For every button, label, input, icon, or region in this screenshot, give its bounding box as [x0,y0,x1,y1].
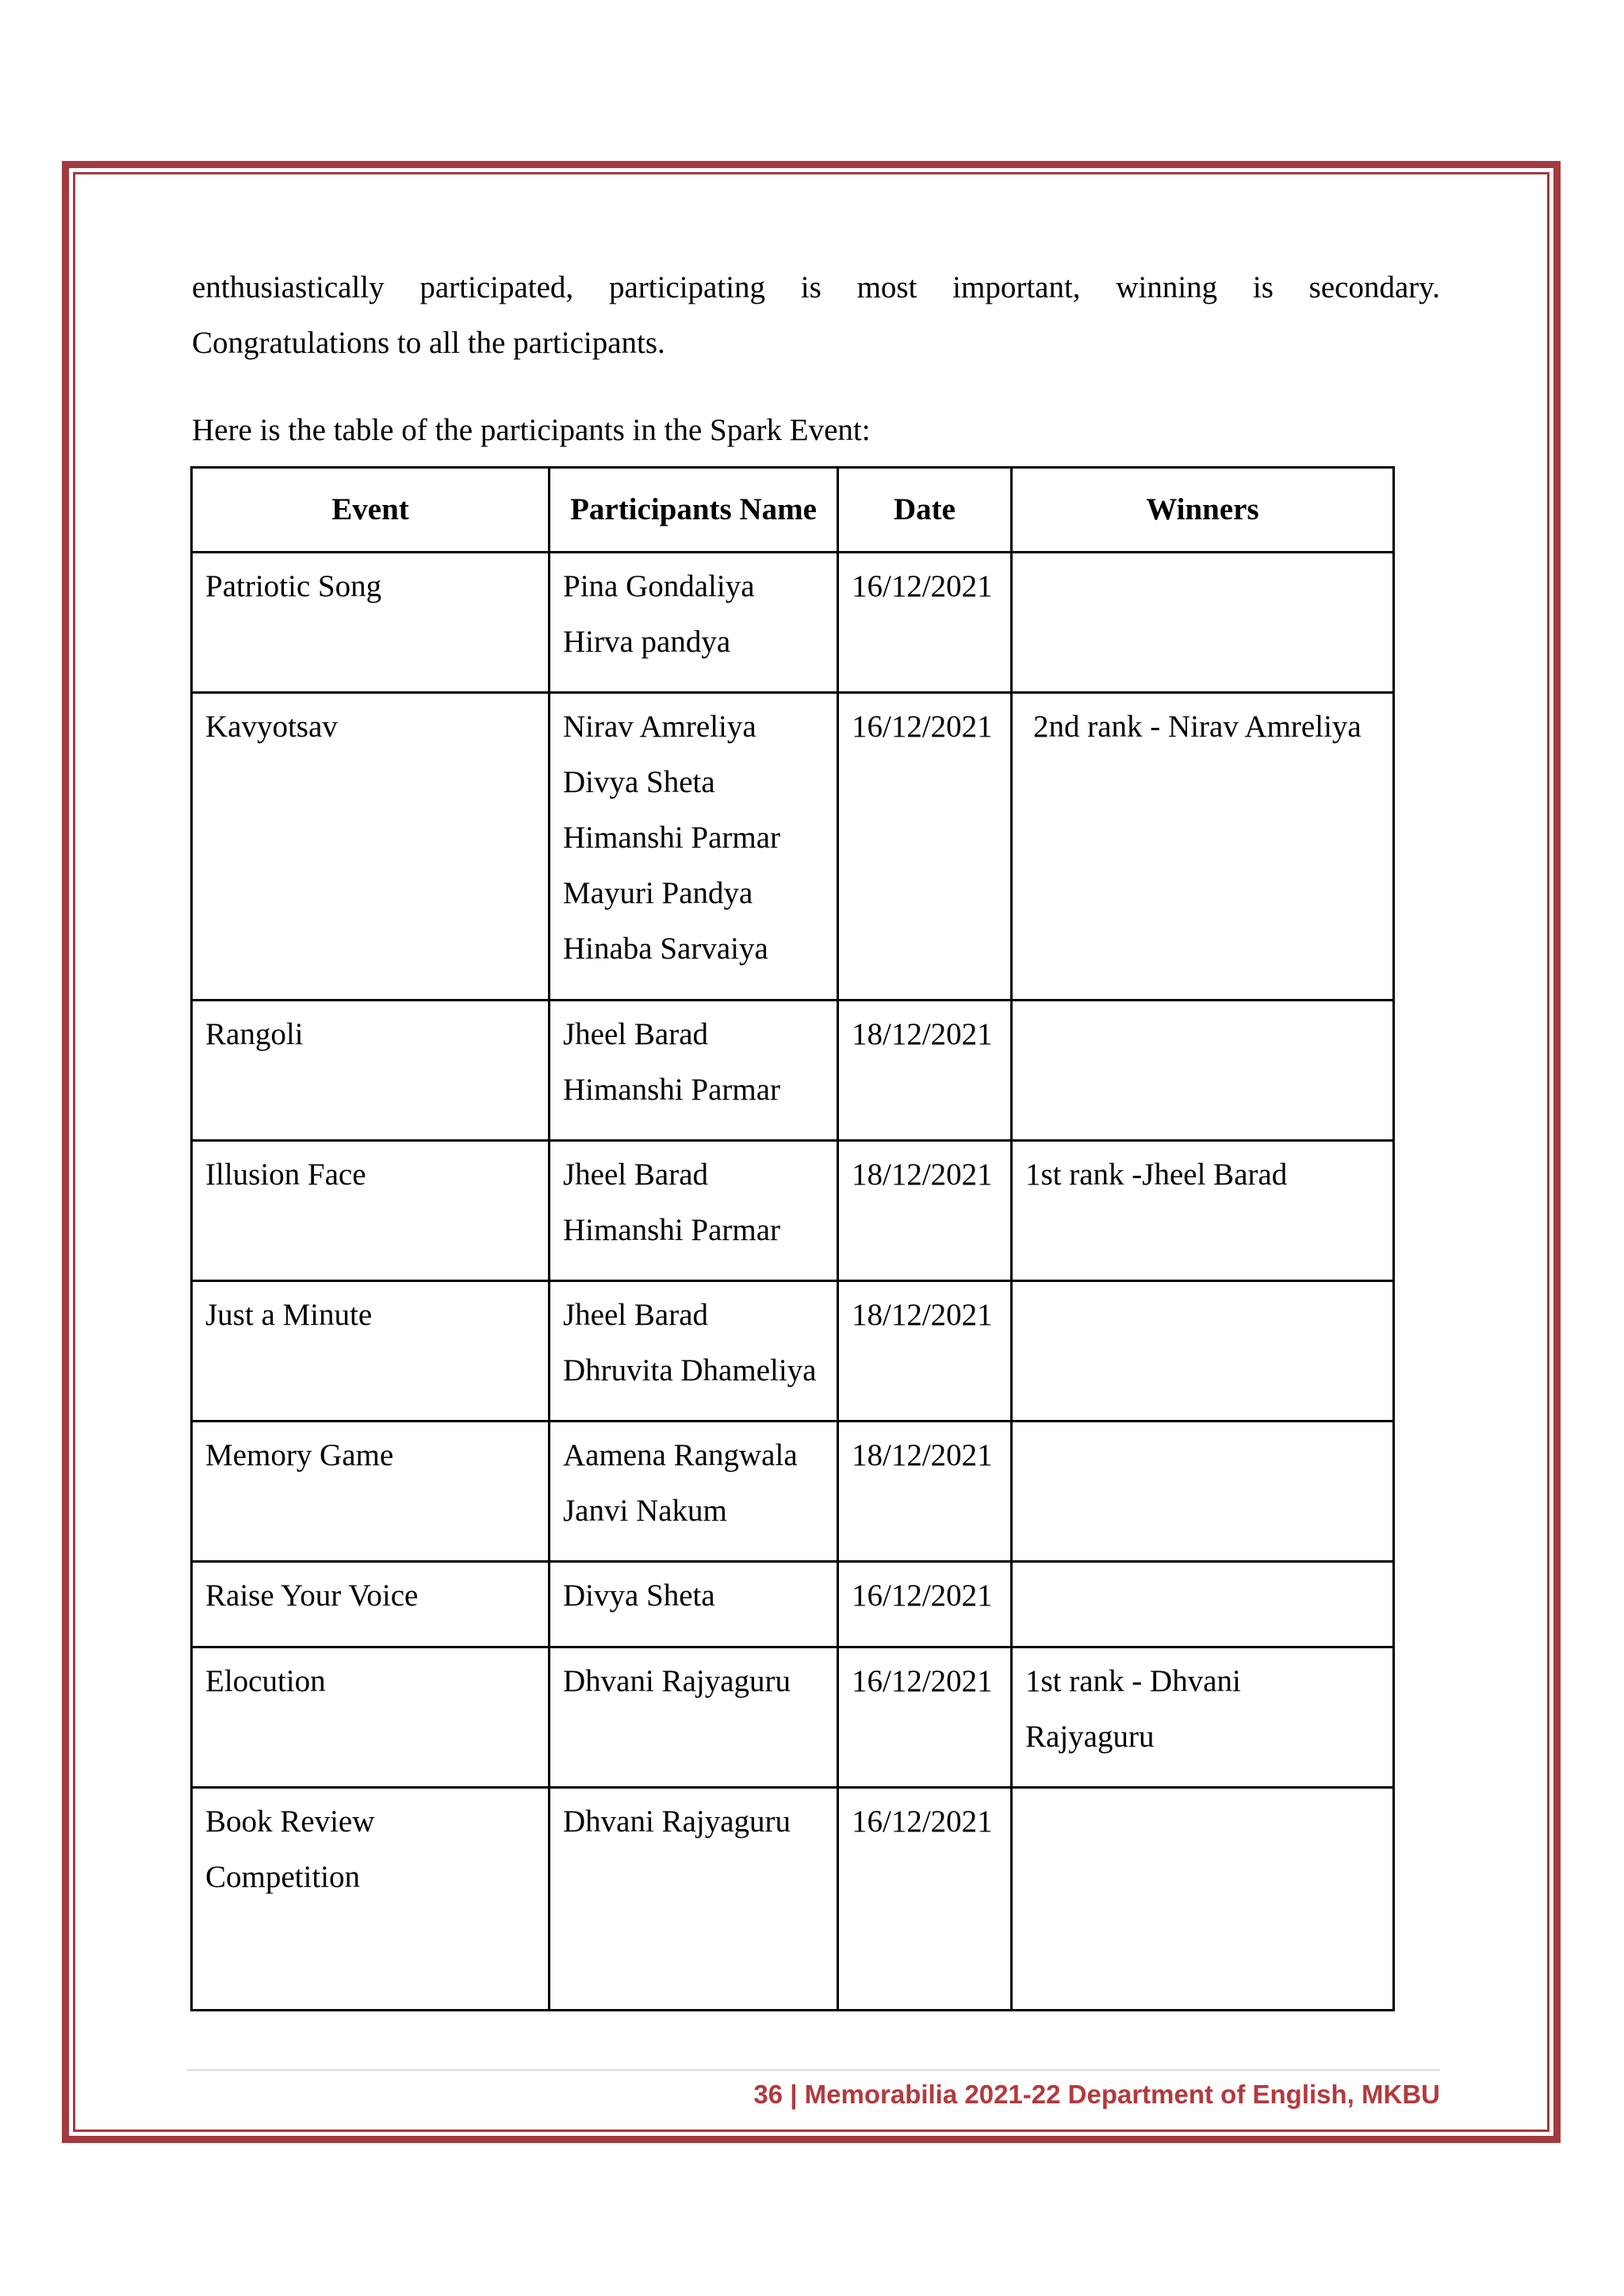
cell-winners [1012,1562,1394,1647]
cell-event [192,1281,550,1422]
cell-participants [550,693,838,1001]
cell-participants-line: Dhruvita Dhameliya [563,1353,817,1387]
table-row [192,1562,1394,1647]
header-date: Date [838,468,1012,553]
cell-event-line: Elocution [205,1664,326,1698]
cell-event [192,1562,550,1647]
cell-winners [1012,1647,1394,1788]
cell-event-line: Book Review [205,1804,375,1839]
cell-event [192,1001,550,1141]
cell-participants-line: Himanshi Parmar [563,821,781,855]
cell-event [192,553,550,693]
table-row [192,1001,1394,1141]
cell-participants [550,1422,838,1562]
cell-event [192,1788,550,2011]
cell-participants [550,553,838,693]
cell-participants-line: Divya Sheta [563,1578,715,1613]
table-row [192,1422,1394,1562]
cell-participants-line: Nirav Amreliya [563,710,756,744]
header-event: Event [192,468,550,553]
cell-participants-line: Jheel Barad [563,1298,709,1332]
cell-participants-line: Aamena Rangwala [563,1438,798,1472]
cell-winners [1012,1001,1394,1141]
cell-event-line: Memory Game [205,1438,394,1472]
cell-event-line: Competition [205,1860,360,1894]
cell-winners [1012,1141,1394,1281]
cell-winners-line: 2nd rank - Nirav Amreliya [1033,710,1362,744]
intro-line-2: Congratulations to all the participants. [192,326,665,360]
cell-participants-line: Dhvani Rajyaguru [563,1804,791,1839]
cell-date: 18/12/2021 [838,1281,1012,1422]
table-row [192,1141,1394,1281]
cell-participants-line: Dhvani Rajyaguru [563,1664,791,1698]
cell-participants [550,1647,838,1788]
table-row [192,1281,1394,1422]
cell-event [192,1141,550,1281]
cell-participants-line: Jheel Barad [563,1158,709,1192]
cell-participants [550,1562,838,1647]
cell-participants [550,1788,838,2011]
cell-participants-line: Pina Gondaliya [563,569,755,603]
intro-line-1: enthusiastically participated, participating is most important, winning is secondary. [192,270,1440,304]
cell-participants-line: Divya Sheta [563,765,715,799]
cell-participants-line: Mayuri Pandya [563,876,753,910]
header-winners: Winners [1012,468,1394,553]
cell-date: 18/12/2021 [838,1001,1012,1141]
cell-event-line: Rangoli [205,1017,304,1051]
cell-date: 16/12/2021 [838,1788,1012,2011]
page-footer: 36 | Memorabilia 2021-22 Department of English, MKBU [753,2080,1440,2109]
cell-event-line: Illusion Face [205,1158,366,1192]
cell-event-line: Raise Your Voice [205,1578,419,1613]
cell-winners [1012,693,1394,1001]
cell-date: 16/12/2021 [838,1562,1012,1647]
cell-participants-line: Hirva pandya [563,625,731,659]
cell-event [192,693,550,1001]
table-lead-text: Here is the table of the participants in the Spark Event: [192,413,871,447]
intro-paragraph [192,260,1440,371]
cell-participants [550,1281,838,1422]
table-row [192,1788,1394,2011]
cell-event-line: Kavyotsav [205,710,338,744]
cell-winners [1012,553,1394,693]
cell-event-line: Just a Minute [205,1298,373,1332]
cell-participants-line: Janvi Nakum [563,1494,727,1528]
table-row [192,553,1394,693]
cell-date: 18/12/2021 [838,1422,1012,1562]
table-header-row [192,468,1394,553]
cell-date: 16/12/2021 [838,693,1012,1001]
cell-winners [1012,1281,1394,1422]
table-body [192,553,1394,2011]
cell-winners [1012,1422,1394,1562]
cell-date: 16/12/2021 [838,553,1012,693]
table-row [192,1647,1394,1788]
cell-event [192,1422,550,1562]
cell-event-line: Patriotic Song [205,569,382,603]
header-participants-name: Participants Name [550,468,838,553]
table-row [192,693,1394,1001]
participants-table [190,466,1395,2011]
cell-participants [550,1001,838,1141]
cell-winners-line: 1st rank - Dhvani [1025,1664,1241,1698]
cell-participants-line: Himanshi Parmar [563,1213,781,1247]
cell-participants-line: Hinaba Sarvaiya [563,932,768,966]
cell-date: 18/12/2021 [838,1141,1012,1281]
cell-winners-line: 1st rank -Jheel Barad [1025,1158,1288,1192]
cell-participants [550,1141,838,1281]
cell-date: 16/12/2021 [838,1647,1012,1788]
cell-participants-line: Jheel Barad [563,1017,709,1051]
cell-participants-line: Himanshi Parmar [563,1073,781,1107]
cell-winners-line: Rajyaguru [1025,1720,1155,1754]
cell-winners [1012,1788,1394,2011]
cell-event [192,1647,550,1788]
